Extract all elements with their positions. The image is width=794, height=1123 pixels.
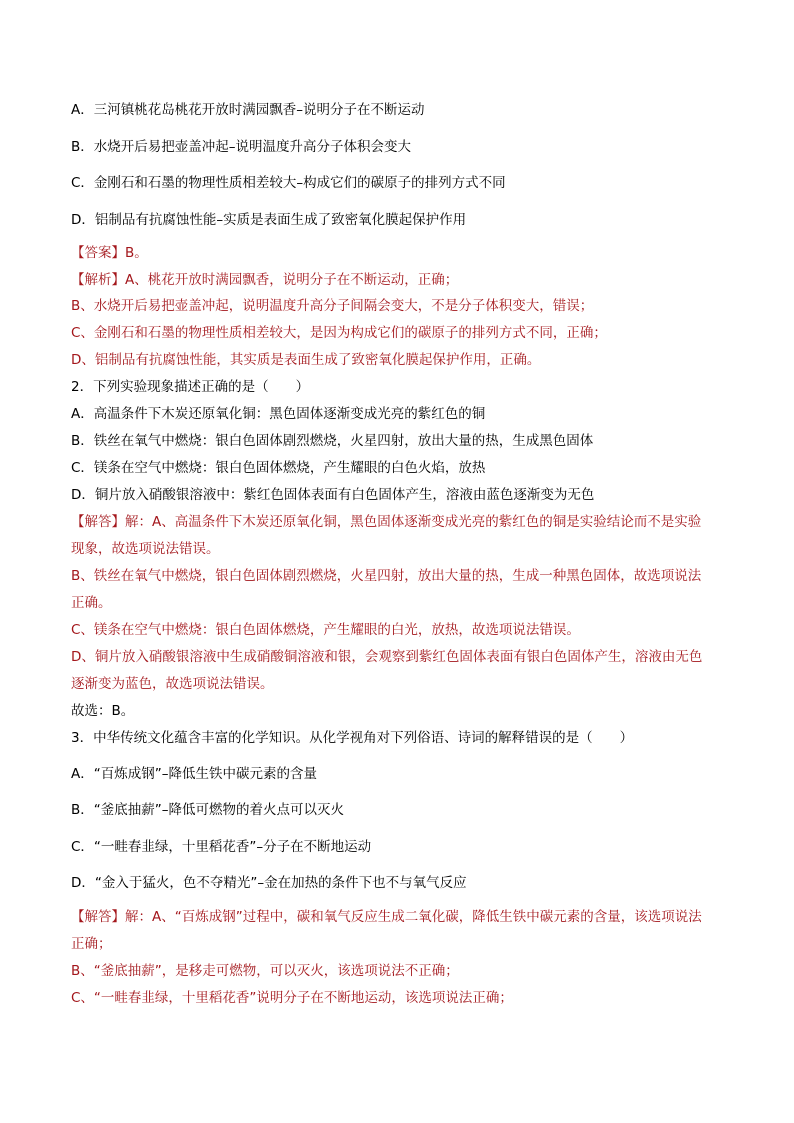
q1-answer: 【答案】B。 bbox=[71, 245, 148, 261]
q2-option-d: D．铜片放入硝酸银溶液中：紫红色固体表面有白色固体产生，溶液由蓝色逐渐变为无色 bbox=[71, 487, 595, 503]
q2-option-c: C．镁条在空气中燃烧：银白色固体燃烧，产生耀眼的白色火焰，放热 bbox=[71, 460, 486, 476]
q1-analysis-d: D、铝制品有抗腐蚀性能，其实质是表面生成了致密氧化膜起保护作用，正确。 bbox=[71, 352, 541, 368]
q1-analysis-b: B、水烧开后易把壶盖冲起，说明温度升高分子间隔会变大，不是分子体积变大，错误； bbox=[71, 298, 594, 314]
q3-solution-c: C、“一畦春韭绿，十里稻花香”说明分子在不断地运动，该选项说法正确； bbox=[71, 990, 513, 1006]
q3-option-b: B．“釜底抽薪”–降低可燃物的着火点可以灭火 bbox=[71, 802, 344, 818]
q2-solution-c: C、镁条在空气中燃烧：银白色固体燃烧，产生耀眼的白光，放热，故选项说法错误。 bbox=[71, 622, 580, 638]
q3-stem: 3．中华传统文化蕴含丰富的化学知识。从化学视角对下列俗语、诗词的解释错误的是（ ） bbox=[71, 730, 634, 746]
q1-option-c: C．金刚石和石墨的物理性质相差较大–构成它们的碳原子的排列方式不同 bbox=[71, 175, 506, 191]
q2-option-a: A．高温条件下木炭还原氧化铜：黑色固体逐渐变成光亮的紫红色的铜 bbox=[71, 406, 486, 422]
q2-solution-a-line2: 现象，故选项说法错误。 bbox=[71, 541, 220, 557]
q2-choice: 故选：B。 bbox=[71, 703, 135, 719]
q2-solution-d-line2: 逐渐变为蓝色，故选项说法错误。 bbox=[71, 676, 274, 692]
q2-solution-a-line1: 【解答】解：A、高温条件下木炭还原氧化铜，黑色固体逐渐变成光亮的紫红色的铜是实验结论而不是实验 bbox=[71, 514, 702, 530]
q3-solution-b: B、“釜底抽薪”，是移走可燃物，可以灭火，该选项说法不正确； bbox=[71, 963, 459, 979]
q1-option-a: A．三河镇桃花岛桃花开放时满园飘香–说明分子在不断运动 bbox=[71, 102, 425, 118]
q2-solution-d-line1: D、铜片放入硝酸银溶液中生成硝酸铜溶液和银，会观察到紫红色固体表面有银白色固体产生，溶液由无色 bbox=[71, 649, 703, 665]
q2-solution-b-line1: B、铁丝在氧气中燃烧，银白色固体剧烈燃烧，火星四射，放出大量的热，生成一种黑色固体，故选项说法 bbox=[71, 568, 702, 584]
q3-solution-a-line1: 【解答】解：A、“百炼成钢”过程中，碳和氧气反应生成二氧化碳，降低生铁中碳元素的含量，该选项说法 bbox=[71, 909, 702, 925]
q2-stem: 2．下列实验现象描述正确的是（ ） bbox=[71, 379, 310, 395]
q1-option-d: D．铝制品有抗腐蚀性能–实质是表面生成了致密氧化膜起保护作用 bbox=[71, 212, 467, 228]
q3-option-d: D．“金入于猛火，色不夺精光”–金在加热的条件下也不与氧气反应 bbox=[71, 875, 467, 891]
q2-option-b: B．铁丝在氧气中燃烧：银白色固体剧烈燃烧，火星四射，放出大量的热，生成黑色固体 bbox=[71, 433, 594, 449]
q3-solution-a-line2: 正确； bbox=[71, 936, 112, 952]
q3-option-c: C．“一畦春韭绿，十里稻花香”–分子在不断地运动 bbox=[71, 839, 372, 855]
q3-option-a: A．“百炼成钢”–降低生铁中碳元素的含量 bbox=[71, 766, 317, 782]
q1-analysis-a: 【解析】A、桃花开放时满园飘香，说明分子在不断运动，正确； bbox=[71, 272, 459, 288]
q1-option-b: B．水烧开后易把壶盖冲起–说明温度升高分子体积会变大 bbox=[71, 139, 412, 155]
q2-solution-b-line2: 正确。 bbox=[71, 595, 112, 611]
q1-analysis-c: C、金刚石和石墨的物理性质相差较大，是因为构成它们的碳原子的排列方式不同，正确； bbox=[71, 325, 607, 341]
